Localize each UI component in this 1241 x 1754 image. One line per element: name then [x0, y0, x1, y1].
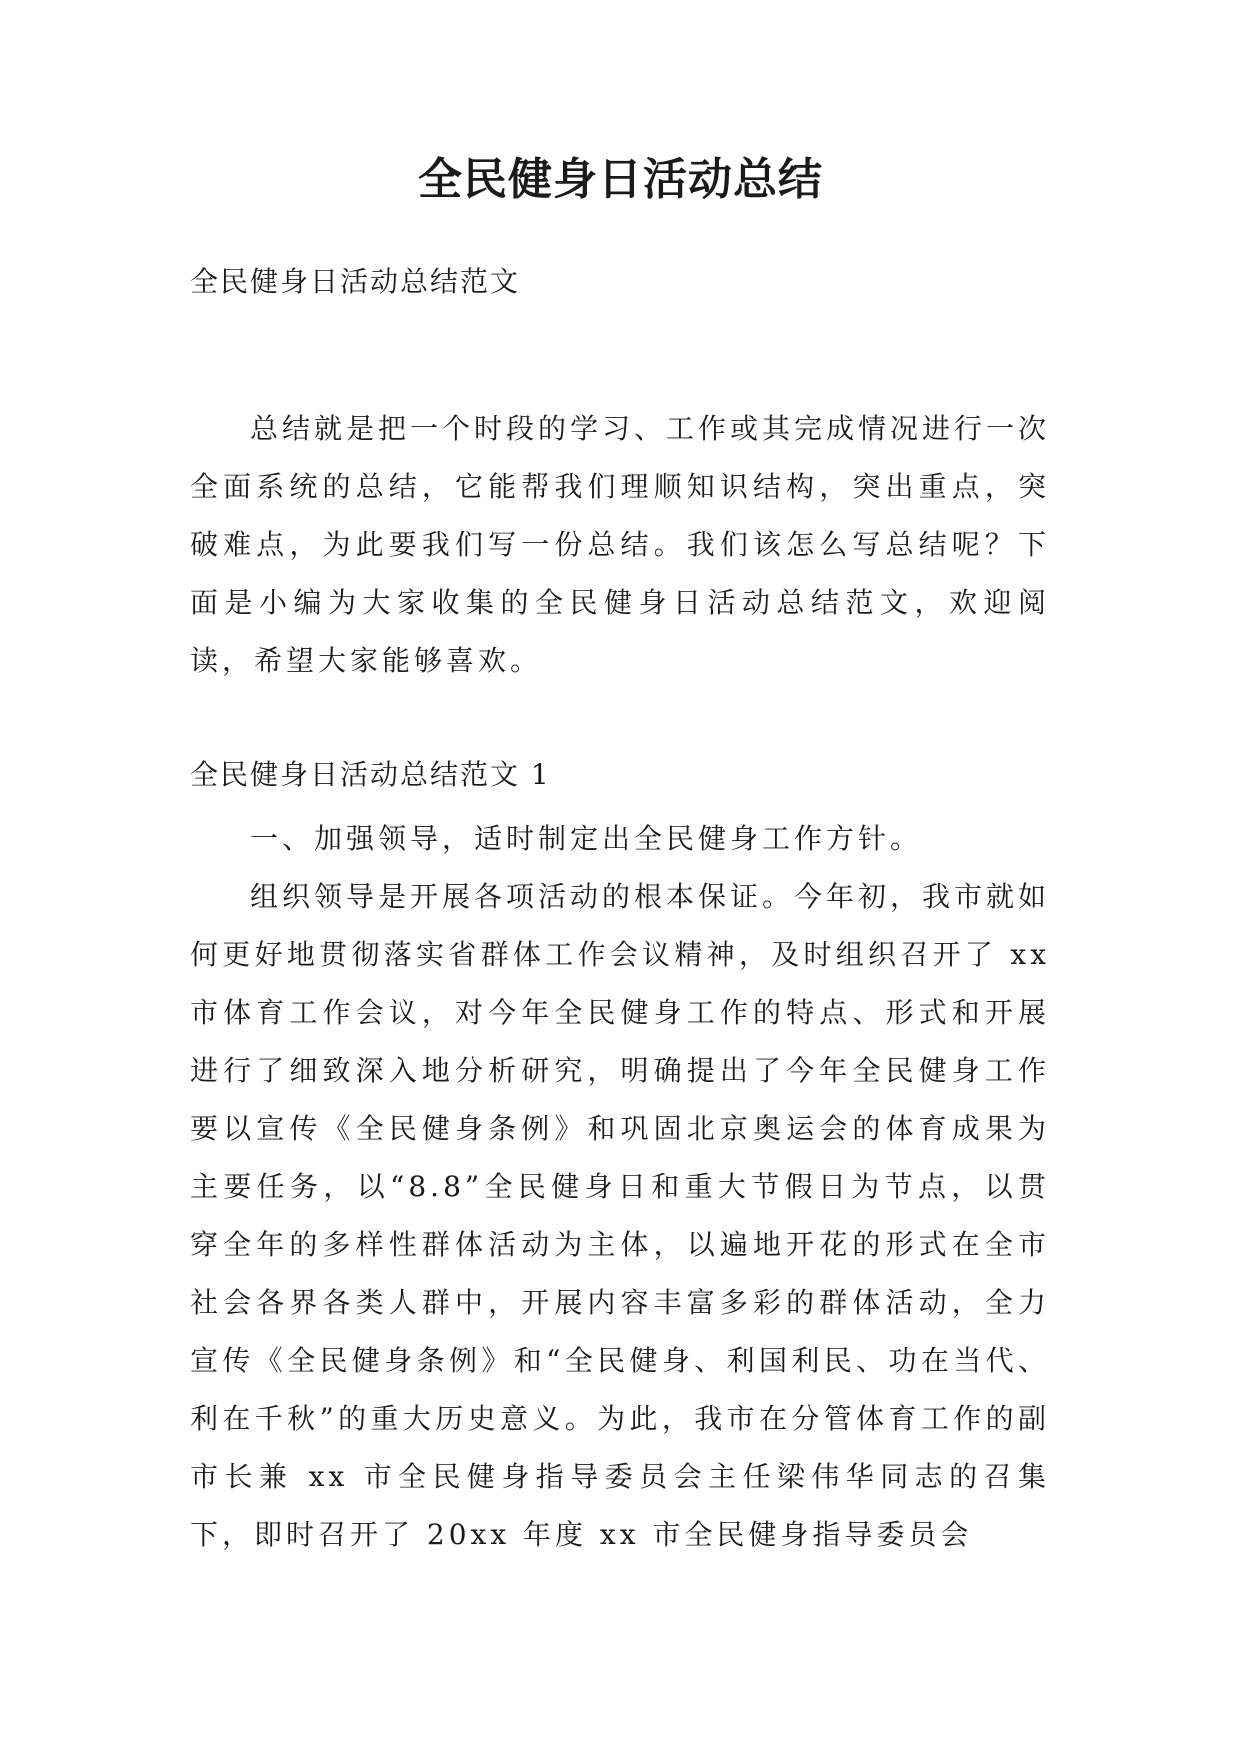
intro-block [190, 400, 1050, 690]
section-paragraph: 组织领导是开展各项活动的根本保证。今年初，我市就如何更好地贯彻落实省群体工作会议精神，及时组织召开了 xx 市体育工作会议，对今年全民健身工作的特点、形式和开展进行了细致深入地分析研究，明确提出了今年全民健身工作要以宣传《全民健身条例》和巩固北京奥运会的体育成果为主要任务，以“8.8”全民健身日和重大节假日为节点，以贯穿全年的多样性群体活动为主体，以遍地开花的形式在全市社会各界各类人群中，开展内容丰富多彩的群体活动，全力宣传《全民健身条例》和“全民健身、利国利民、功在当代、利在千秋”的重大历史意义。为此，我市在分管体育工作的副市长兼 xx 市全民健身指导委员会主任梁伟华同志的召集下，即时召开了 20xx 年度 xx 市全民健身指导委员会 [190, 880, 1051, 1551]
section-body [190, 810, 1050, 1564]
section-heading: 一、加强领导，适时制定出全民健身工作方针。 [250, 822, 923, 855]
section-title: 全民健身日活动总结范文 1 [190, 758, 551, 791]
document-title: 全民健身日活动总结 [418, 154, 823, 205]
document-subtitle: 全民健身日活动总结范文 [190, 265, 521, 298]
intro-paragraph: 总结就是把一个时段的学习、工作或其完成情况进行一次全面系统的总结，它能帮我们理顺知识结构，突出重点，突破难点，为此要我们写一份总结。我们该怎么写总结呢？下面是小编为大家收集的全民健身日活动总结范文，欢迎阅读，希望大家能够喜欢。 [190, 412, 1051, 677]
